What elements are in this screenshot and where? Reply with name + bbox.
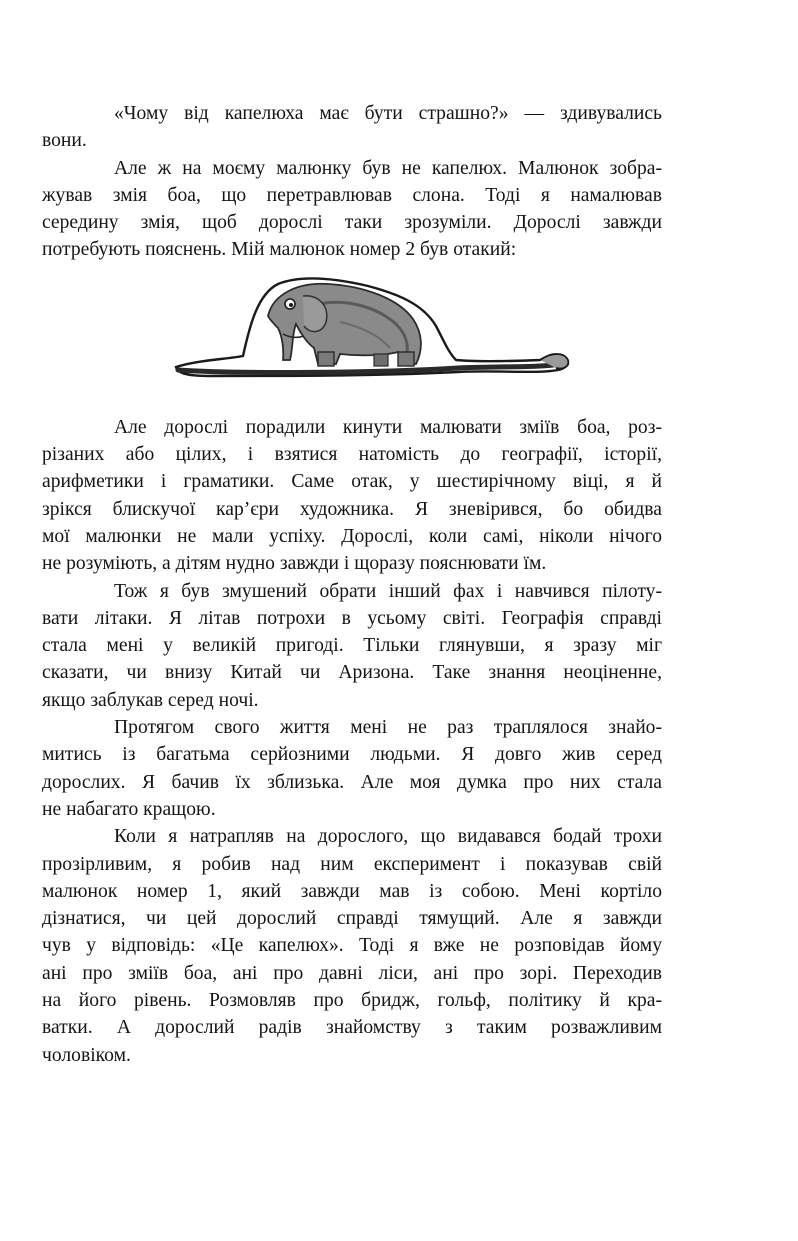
text-line: не набагато кращою.: [42, 798, 216, 820]
boa-elephant-drawing: [78, 264, 662, 414]
text-line: якщо заблукав серед ночі.: [42, 689, 259, 711]
text-line: потребують пояснень. Мій малюнок номер 2 був отакий:: [42, 239, 517, 261]
text-line: Але ж на моєму малюнку був не капелюх. Малюнок зобра-: [114, 157, 662, 179]
text-line: дізнатися, чи цей дорослий справді тямущий. Але я завжди: [42, 908, 662, 930]
paragraph-1: [42, 100, 662, 155]
text-line: на його рівень. Розмовляв про бридж, гольф, політику й кра-: [42, 990, 662, 1012]
text-line: мої малюнки не мали успіху. Дорослі, коли самі, ніколи нічого: [42, 525, 662, 547]
paragraph-4: [42, 578, 662, 714]
paragraph-5: [42, 714, 662, 823]
elephant-pupil: [289, 303, 293, 307]
boa-digesting-elephant-illustration: [78, 264, 662, 414]
elephant-leg: [398, 352, 414, 366]
text-line: дорослих. Я бачив їх зблизька. Але моя думка про них стала: [42, 771, 662, 793]
paragraph-2: [42, 155, 662, 264]
text-line: стала мені у великій пригоді. Тільки глянувши, я зразу міг: [42, 635, 662, 657]
text-line: арифметики і граматики. Саме отак, у шестирічному віці, я й: [42, 471, 662, 493]
text-line: різаних або цілих, і взятися натомість до географії, історії,: [42, 444, 662, 466]
text-line: прозірливим, я робив над ним експеримент і показував свій: [42, 853, 662, 875]
text-line: середину змія, щоб дорослі таки зрозуміли. Дорослі завжди: [42, 212, 662, 234]
text-line: сказати, чи внизу Китай чи Аризона. Таке знання неоціненне,: [42, 662, 662, 684]
elephant-leg: [318, 352, 334, 366]
text-line: зрікся блискучої кар’єри художника. Я зневірився, бо обидва: [42, 498, 662, 520]
text-line: жував змія боа, що перетравлював слона. Тоді я намалював: [42, 184, 662, 206]
text-line: вони.: [42, 130, 87, 152]
paragraph-6: [42, 823, 662, 1069]
paragraph-3: [42, 414, 662, 578]
text-block-bottom: [42, 414, 662, 1069]
text-line: чоловіком.: [42, 1044, 131, 1066]
text-line: Тож я був змушений обрати інший фах і навчився пілоту-: [114, 580, 662, 602]
text-line: малюнок номер 1, який завжди мав із собою. Мені кортіло: [42, 880, 662, 902]
text-line: вати літаки. Я літав потрохи в усьому світі. Географія справді: [42, 607, 662, 629]
elephant-leg: [374, 354, 388, 366]
text-line: «Чому від капелюха має бути страшно?» — здивувались: [114, 103, 662, 124]
text-line: не розуміють, а дітям нудно завжди і щоразу пояснювати їм.: [42, 553, 547, 575]
text-line: ані про змiїв боа, ані про давні ліси, ані про зорі. Переходив: [42, 962, 662, 984]
text-line: Коли я натрапляв на дорослого, що видавався бодай трохи: [114, 826, 662, 848]
text-line: митись із багатьма серйозними людьми. Я довго жив серед: [42, 744, 662, 766]
text-block-top: [42, 100, 662, 264]
text-line: Протягом свого життя мені не раз траплялося знайо-: [114, 717, 662, 739]
text-line: ватки. А дорослий радів знайомству з таким розважливим: [42, 1017, 662, 1039]
text-line: чув у відповідь: «Це капелюх». Тоді я вже не розповідав йому: [42, 935, 662, 957]
text-line: Але дорослі порадили кинути малювати змiїв боа, роз-: [114, 416, 662, 438]
book-page: [42, 100, 662, 1069]
